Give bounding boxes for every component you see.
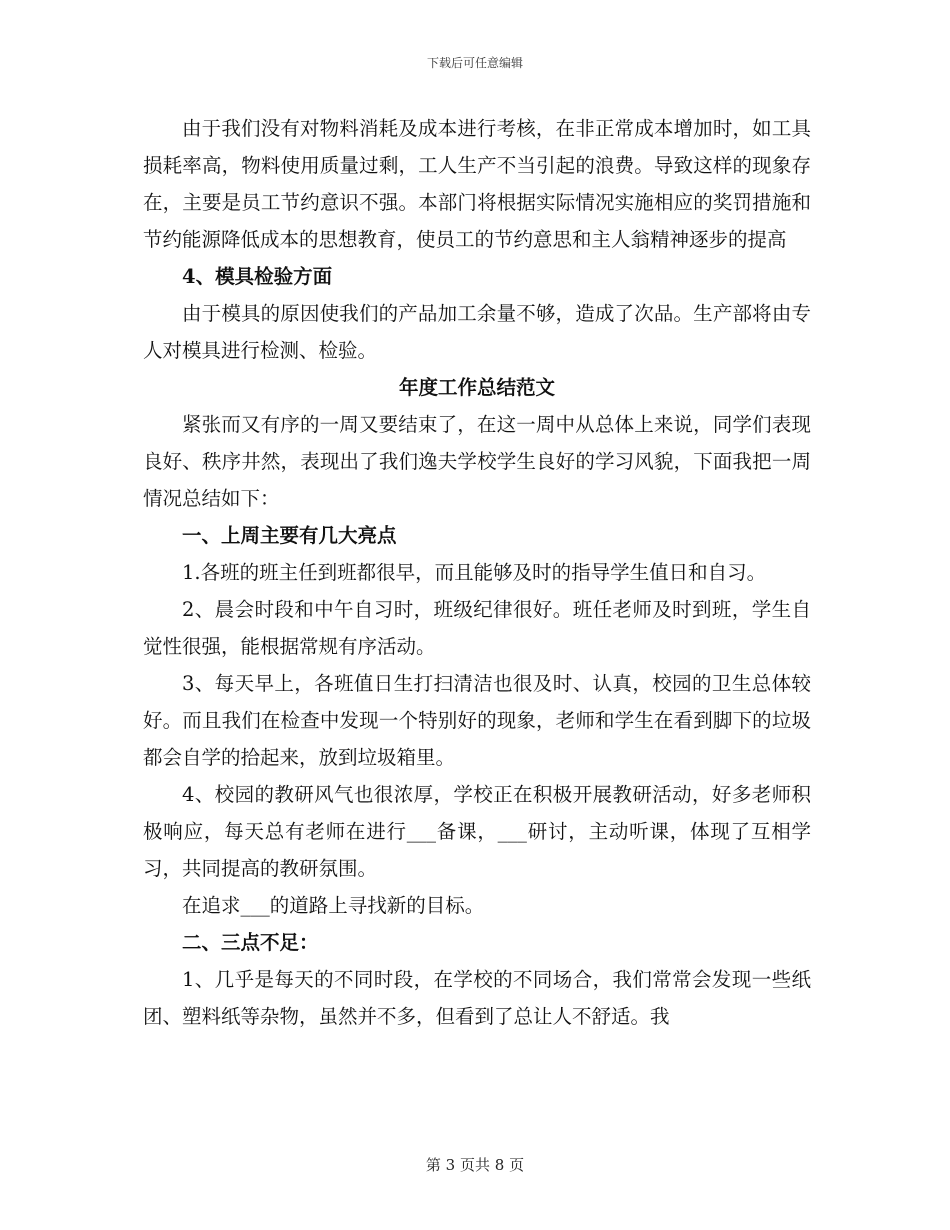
- paragraph-highlight-4: 4、校园的教研风气也很浓厚，学校正在积极开展教研活动，好多老师积极响应，每天总有老师在进行___备课，___研讨，主动听课，体现了互相学习，共同提高的教研氛围。: [143, 783, 811, 880]
- paragraph-cost-control: 由于我们没有对物料消耗及成本进行考核，在非正常成本增加时，如工具损耗率高，物料使用质量过剩，工人生产不当引起的浪费。导致这样的现象存在，主要是员工节约意识不强。本部门将根据实际情况实施相应的奖罚措施和节约能源降低成本的思想教育，使员工的节约意思和主人翁精神逐步的提高: [143, 117, 811, 251]
- paragraph-highlight-3: 3、每天早上，各班值日生打扫清洁也很及时、认真，校园的卫生总体较好。而且我们在检查中发现一个特别好的现象，老师和学生在看到脚下的垃圾都会自学的拾起来，放到垃圾箱里。: [143, 672, 811, 769]
- section-title: 年度工作总结范文: [398, 376, 555, 399]
- heading-shortcomings: 二、三点不足：: [182, 931, 319, 954]
- paragraph-week-intro: 紧张而又有序的一周又要结束了，在这一周中从总体上来说，同学们表现良好、秩序井然，表现出了我们逸夫学校学生良好的学习风貌，下面我把一周情况总结如下：: [143, 413, 811, 510]
- page-header: 下载后可任意编辑: [426, 56, 523, 70]
- paragraph-shortcoming-1: 1、几乎是每天的不同时段，在学校的不同场合，我们常常会发现一些纸团、塑料纸等杂物，虽然并不多，但看到了总让人不舒适。我: [143, 968, 811, 1028]
- heading-highlights: 一、上周主要有几大亮点: [182, 524, 397, 547]
- paragraph-highlight-1: 1.各班的班主任到班都很早，而且能够及时的指导学生值日和自习。: [182, 561, 767, 584]
- paragraph-highlight-2: 2、晨会时段和中午自习时，班级纪律很好。班任老师及时到班，学生自觉性很强，能根据常规有序活动。: [143, 598, 811, 658]
- paragraph-pursuit: 在追求___的道路上寻找新的目标。: [182, 894, 485, 917]
- page-footer: 第 3 页共 8 页: [425, 1156, 525, 1174]
- document-body: [143, 110, 811, 1035]
- paragraph-mold-inspection: 由于模具的原因使我们的产品加工余量不够，造成了次品。生产部将由专人对模具进行检测、检验。: [143, 302, 811, 362]
- heading-mold-inspection: 4、模具检验方面: [182, 265, 333, 288]
